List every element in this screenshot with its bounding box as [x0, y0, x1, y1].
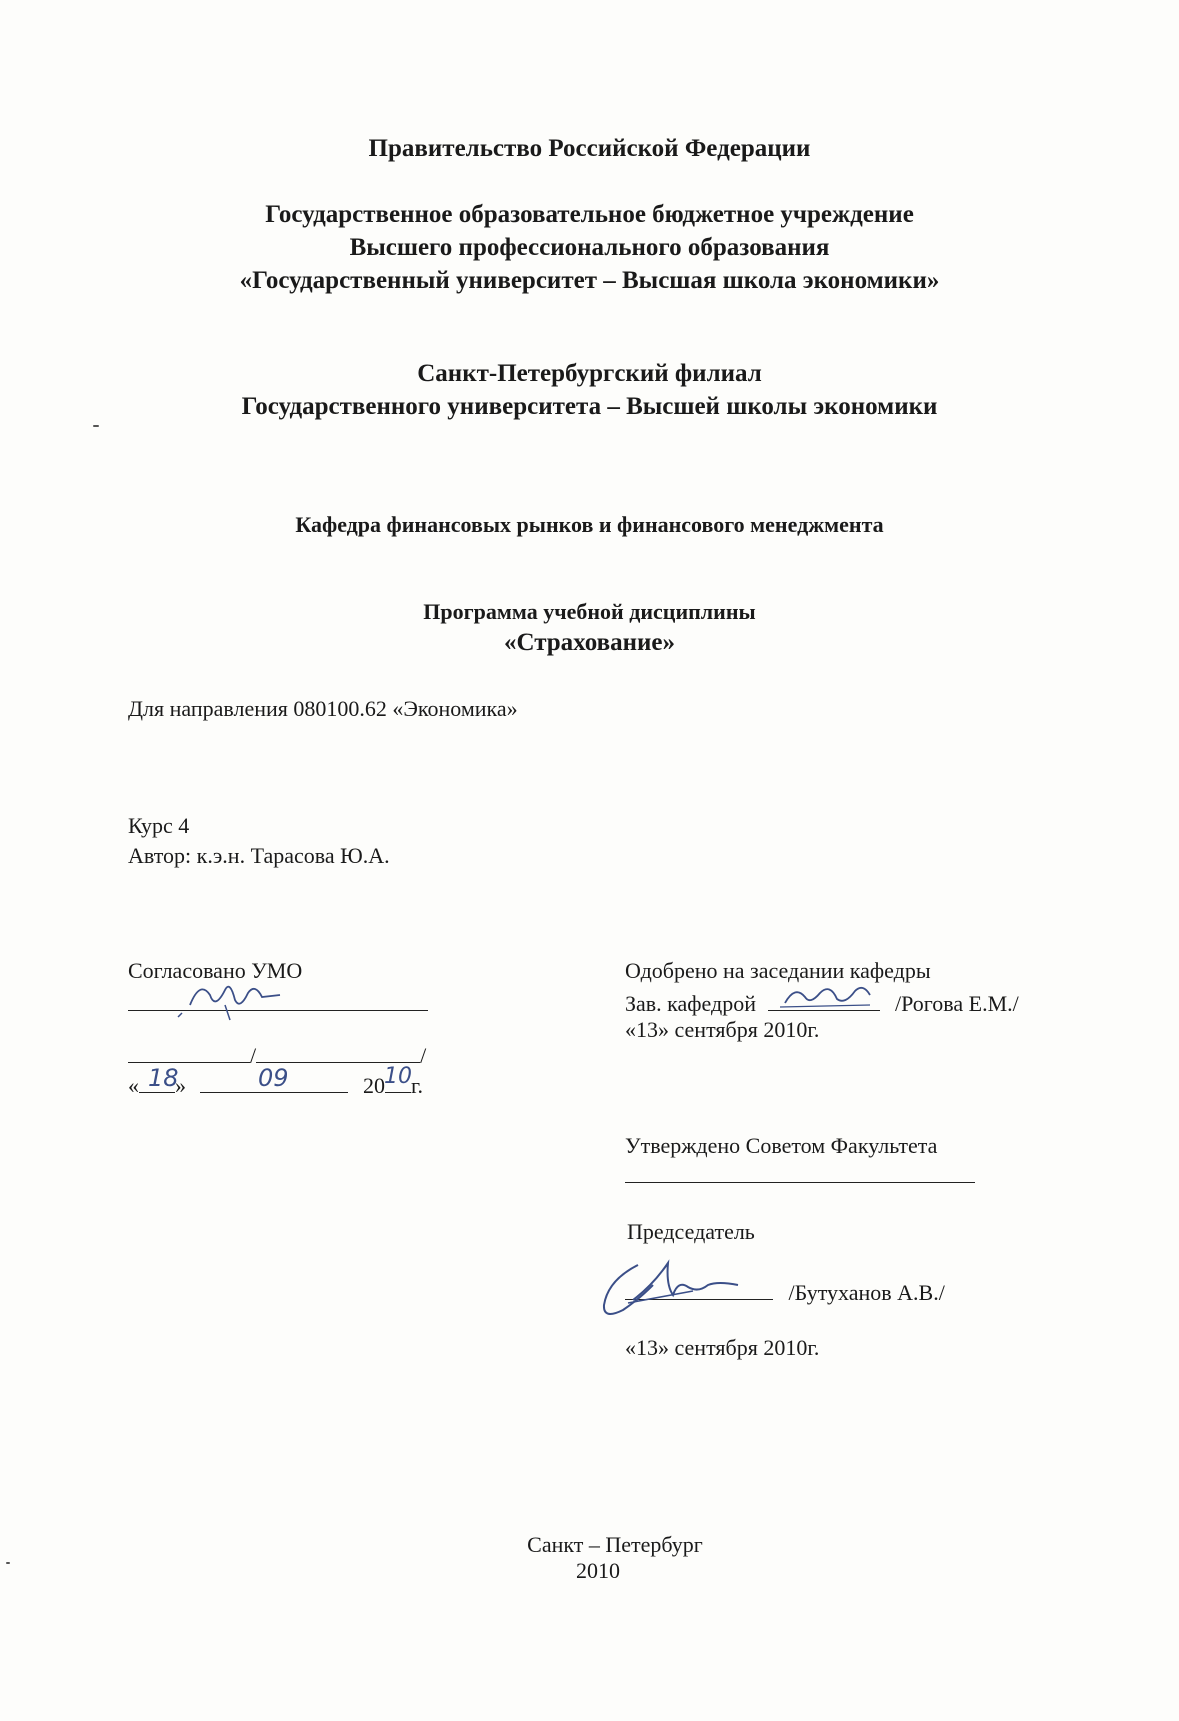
date-quote-close: » [175, 1073, 186, 1098]
scan-speck [6, 1562, 10, 1564]
umo-signature-icon [170, 975, 290, 1025]
footer-city: Санкт – Петербург [527, 1532, 703, 1557]
branch-line-1: Санкт-Петербургский филиал [417, 360, 762, 387]
scan-speck [93, 425, 99, 427]
head-name: /Рогова Е.М./ [895, 991, 1019, 1016]
approved-label: Одобрено на заседании кафедры [625, 958, 931, 983]
year-prefix: 20 [363, 1073, 385, 1098]
course-text: Курс 4 [128, 813, 190, 838]
program-title: «Страхование» [503, 629, 676, 656]
slash-2: / [420, 1043, 427, 1068]
footer-year: 2010 [576, 1558, 620, 1583]
council-date: «13» сентября 2010г. [625, 1335, 820, 1360]
government-title: Правительство Российской Федерации [368, 135, 811, 162]
underline-blank [256, 1040, 420, 1063]
head-label: Зав. кафедрой [625, 991, 756, 1016]
institution-line-1: Государственное образовательное бюджетное учреждение [265, 201, 914, 228]
agreed-label: Согласовано УМО [128, 958, 303, 983]
branch-line-2: Государственного университета – Высшей школы экономики [241, 393, 938, 420]
council-label: Утверждено Советом Факультета [625, 1133, 938, 1158]
head-signature-icon [775, 975, 895, 1015]
slash-1: / [250, 1043, 257, 1068]
direction-text: Для направления 080100.62 «Экономика» [128, 696, 518, 721]
underline-blank [128, 1040, 250, 1063]
department-title: Кафедра финансовых рынков и финансового менеджмента [295, 512, 884, 537]
date-quote-open: « [128, 1073, 139, 1098]
chairman-signature-icon [598, 1255, 768, 1330]
year-suffix: г. [411, 1073, 424, 1098]
chairman-name: /Бутуханов А.В./ [788, 1280, 945, 1305]
institution-line-2: Высшего профессионального образования [349, 234, 830, 261]
handwritten-month: 09 [258, 1064, 289, 1092]
handwritten-year: 10 [384, 1064, 412, 1089]
handwritten-day: 18 [148, 1064, 179, 1092]
council-line [625, 1160, 975, 1183]
author-text: Автор: к.э.н. Тарасова Ю.А. [128, 843, 390, 868]
approved-date: «13» сентября 2010г. [625, 1017, 820, 1042]
program-label: Программа учебной дисциплины [423, 599, 756, 624]
chairman-label: Председатель [627, 1219, 755, 1244]
institution-line-3: «Государственный университет – Высшая школа экономики» [239, 267, 940, 294]
